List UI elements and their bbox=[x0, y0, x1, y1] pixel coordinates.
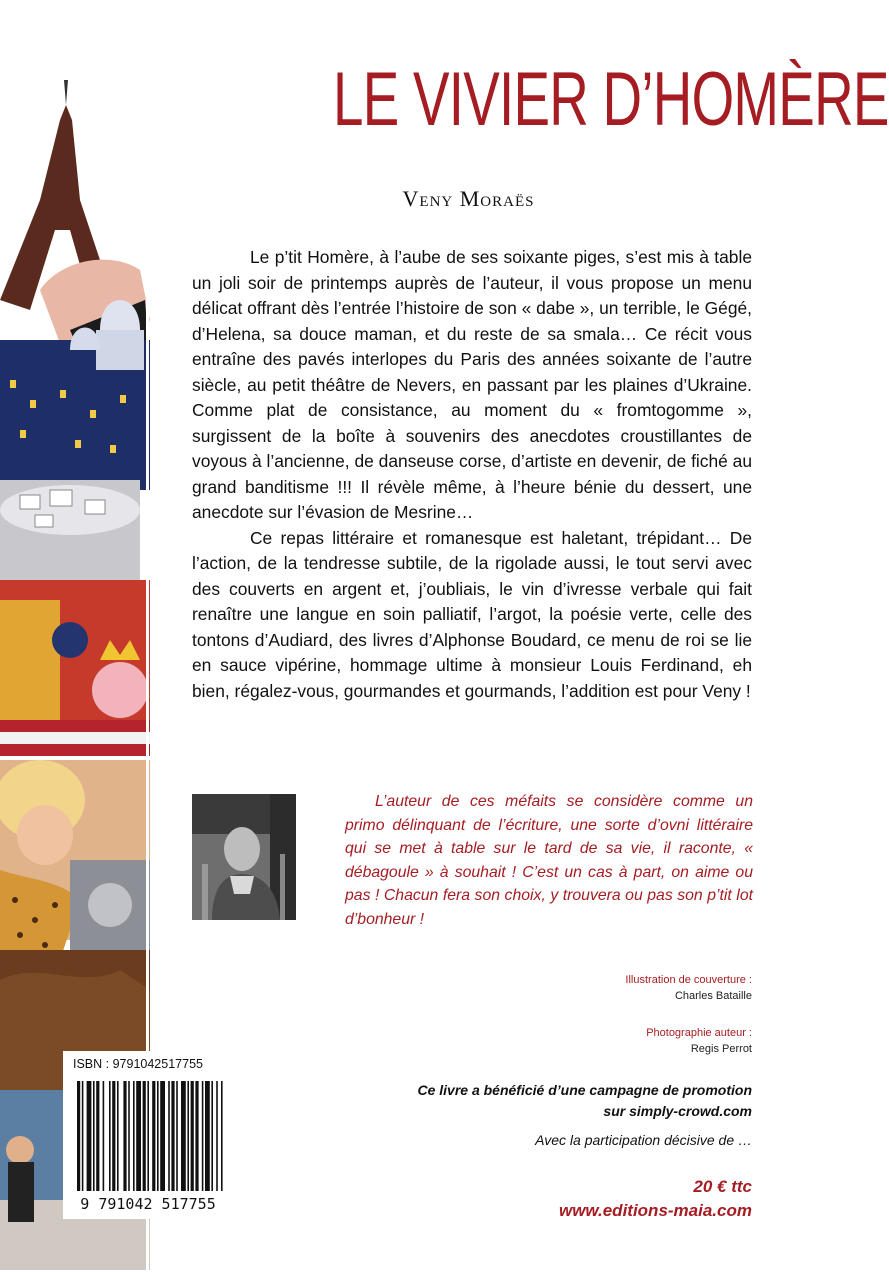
barcode-bar bbox=[221, 1081, 223, 1191]
publisher-website[interactable]: www.editions-maia.com bbox=[558, 1201, 752, 1220]
barcode-bar bbox=[93, 1081, 95, 1191]
barcode-bar bbox=[109, 1081, 111, 1191]
barcode-bar bbox=[187, 1081, 189, 1191]
barcode-bar bbox=[112, 1081, 115, 1191]
author-name: Veny Moraës bbox=[402, 186, 535, 211]
book-title: LE VIVIER D’HOMÈRE bbox=[332, 57, 889, 142]
barcode-bar bbox=[205, 1081, 210, 1191]
barcode-bar bbox=[133, 1081, 135, 1191]
barcode-bar bbox=[143, 1081, 146, 1191]
photo-credit bbox=[646, 1025, 752, 1057]
barcode-bar bbox=[191, 1081, 194, 1191]
barcode-bar bbox=[96, 1081, 99, 1191]
barcode-bar bbox=[147, 1081, 149, 1191]
photo-credit-label: Photographie auteur : bbox=[646, 1027, 752, 1039]
barcode-bar bbox=[123, 1081, 126, 1191]
barcode-bar bbox=[216, 1081, 218, 1191]
barcode-bar bbox=[171, 1081, 174, 1191]
promotion-line-1: Ce livre a bénéficié d’une campagne de promotion bbox=[417, 1082, 752, 1098]
illustration-credit-label: Illustration de couverture : bbox=[625, 974, 752, 986]
author-bio bbox=[345, 790, 753, 931]
barcode-bar bbox=[181, 1081, 186, 1191]
blurb-paragraph-1: Le p’tit Homère, à l’aube de ses soixante piges, s’est mis à table un joli soir de printemps auprès de l’auteur, il vous propose un menu délicat offrant dès l’entrée l’histoire de son « dabe », un terrible, le Gégé, d’Helena, sa douce maman, et du reste de sa smala… Ce récit vous entraîne des pavés interlopes du Paris des années soixante de l’autre siècle, au petit théâtre de Nevers, en passant par les plaines d’Ukraine. Comme plat de consistance, au moment du « fromtogomme », surgissent de la boîte à souvenirs des anecdotes croustillantes de voyous à l’ancienne, de danseuse corse, d’artiste en devenir, de fiché au grand banditisme !!! Il révèle même, à l’heure bénie du dessert, une anecdote sur l’évasion de Mesrine… bbox=[192, 247, 752, 522]
price-and-website bbox=[559, 1175, 752, 1223]
isbn-label: ISBN : 9791042517755 bbox=[73, 1057, 203, 1071]
barcode-bar bbox=[117, 1081, 119, 1191]
barcode-bar bbox=[87, 1081, 92, 1191]
back-cover-blurb bbox=[192, 245, 752, 704]
barcode-bar bbox=[157, 1081, 159, 1191]
barcode-bar bbox=[82, 1081, 84, 1191]
photo-credit-name: Regis Perrot bbox=[690, 1043, 752, 1055]
promotion-note bbox=[417, 1080, 752, 1122]
barcode-bar bbox=[152, 1081, 155, 1191]
participation-note: Avec la participation décisive de … bbox=[535, 1132, 752, 1148]
barcode-bar bbox=[211, 1081, 213, 1191]
barcode-bar bbox=[103, 1081, 105, 1191]
barcode-bar bbox=[168, 1081, 170, 1191]
barcode-bar bbox=[202, 1081, 204, 1191]
blurb-paragraph-2: Ce repas littéraire et romanesque est haletant, trépidant… De l’action, de la tendresse subtile, de la rigolade aussi, le tout servi avec des couverts en argent et, j’oubliais, le vin d’ivresse verbale qui fait renaître une langue en soin palliatif, l’argot, la poésie verte, celle des tontons d’Audiard, des livres d’Alphonse Boudard, ce menu de roi se lie en sauce vipérine, hommage ultime à monsieur Louis Ferdinand, eh bien, régalez-vous, gourmandes et gourmands, l’addition est pour Veny ! bbox=[192, 527, 752, 701]
illustration-credit-name: Charles Bataille bbox=[674, 990, 752, 1002]
illustration-credit bbox=[625, 972, 752, 1004]
author-photo bbox=[192, 794, 296, 920]
barcode-digits: 9 791042 517755 bbox=[80, 1195, 216, 1213]
author-bio-text: L’auteur de ces méfaits se considère comme un primo délinquant de l’écriture, une sorte d’ovni littéraire qui se met à table sur le tard de sa vie, il raconte, « débagoule » à souhait ! C’est un cas à part, on aime ou pas ! Chacun fera son choix, y trouvera ou pas son p’tit lot d’bonheur ! bbox=[345, 793, 753, 928]
barcode-bar bbox=[195, 1081, 198, 1191]
barcode-bar bbox=[176, 1081, 178, 1191]
barcode-bar bbox=[128, 1081, 130, 1191]
promotion-line-2: sur simply-crowd.com bbox=[603, 1103, 752, 1119]
isbn-barcode-box bbox=[63, 1051, 233, 1219]
barcode-bar bbox=[77, 1081, 80, 1191]
price: 20 € ttc bbox=[693, 1177, 752, 1196]
barcode bbox=[63, 1051, 233, 1219]
barcode-bar bbox=[136, 1081, 141, 1191]
barcode-bar bbox=[160, 1081, 165, 1191]
